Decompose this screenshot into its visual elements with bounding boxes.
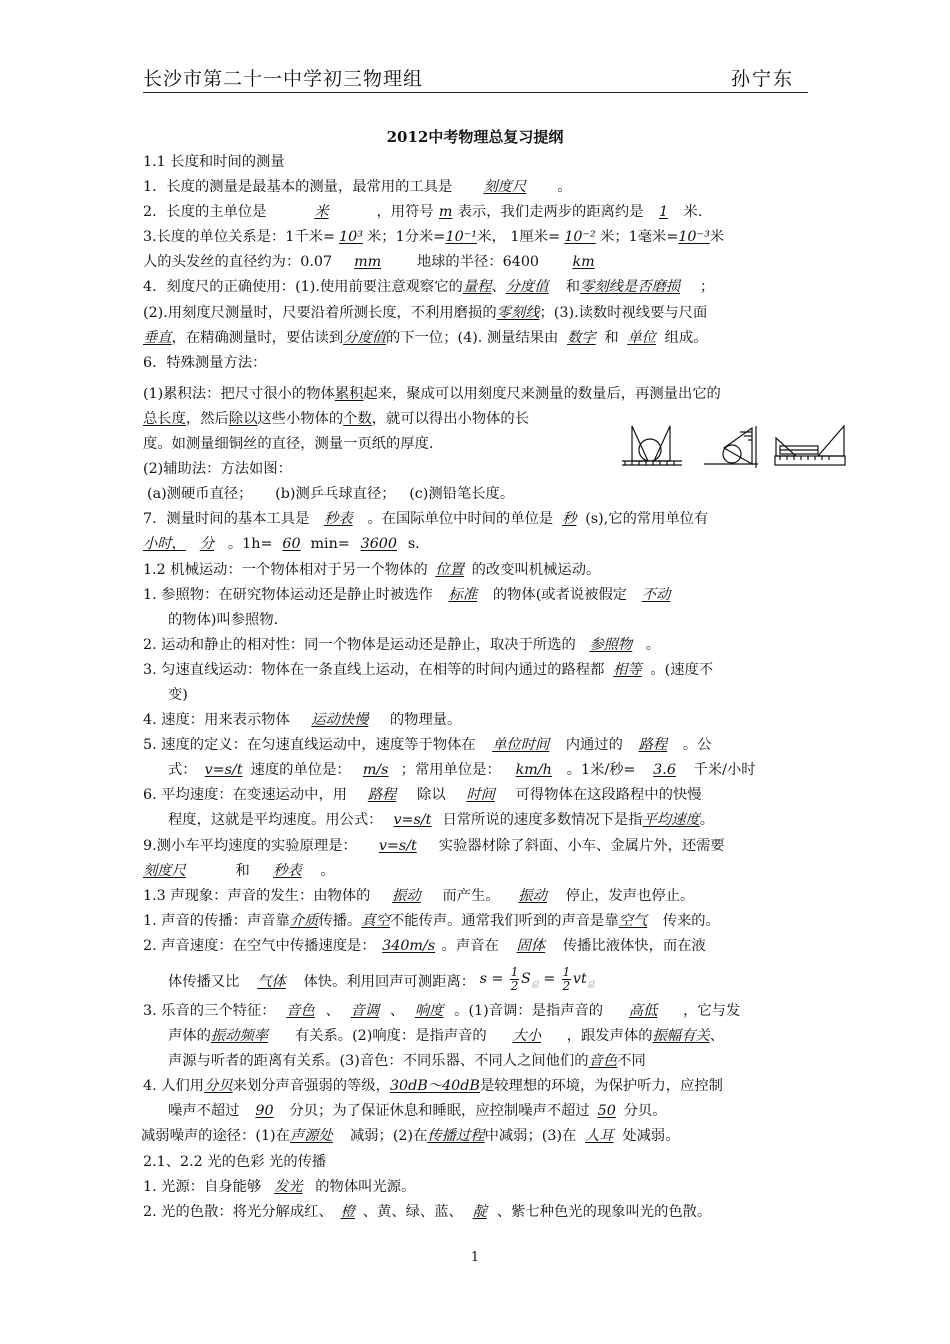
page-number: 1 xyxy=(470,1250,480,1265)
answer-blank: 零刻线是否磨损 xyxy=(580,279,681,296)
answer-blank: 340m/s xyxy=(382,937,436,954)
answer-blank: 分 xyxy=(199,536,215,553)
answer-blank: 人耳 xyxy=(585,1128,614,1145)
answer-blank: 10⁻³ xyxy=(678,229,710,246)
answer-blank: 累积 xyxy=(334,385,364,402)
text-line: 2. 运动和静止的相对性：同一个物体是运动还是静止，取决于所选的 参照物 。 xyxy=(143,633,813,658)
answer-blank: 3600 xyxy=(360,536,397,553)
answer-blank: 零刻线 xyxy=(496,304,540,321)
text-line: (2).用刻度尺测量时，尺要沿着所测长度，不利用磨损的零刻线；(3).读数时视线要与尺面 xyxy=(143,301,813,326)
answer-blank: v=s/t xyxy=(393,812,432,829)
answer-blank: 参照物 xyxy=(589,636,633,653)
answer-blank: m xyxy=(438,204,453,221)
answer-blank: 相等 xyxy=(613,661,642,678)
answer-blank: 气体 xyxy=(257,973,286,990)
answer-blank: 量程 xyxy=(462,279,492,296)
answer-blank: 橙 xyxy=(340,1203,355,1220)
text-line: 1. 参照物：在研究物体运动还是静止时被选作 标准 的物体(或者说被假定 不动 xyxy=(143,583,813,608)
answer-blank: 传播过程 xyxy=(427,1128,485,1145)
answer-blank: 数字 xyxy=(567,329,596,346)
text-line: 1．长度的测量是最基本的测量，最常用的工具是 刻度尺 。 xyxy=(143,175,813,200)
section-heading: 2.1、2.2 光的色彩 光的传播 xyxy=(143,1153,327,1170)
answer-blank: 空气 xyxy=(618,912,648,929)
text-line: 2．长度的主单位是 米 ，用符号 m 表示，我们走两步的距离约是 1 米. xyxy=(143,200,813,225)
answer-blank: 声源处 xyxy=(289,1128,333,1145)
text-line: 4．刻度尺的正确使用：(1).使用前要注意观察它的量程、分度值 和零刻线是否磨损 ； xyxy=(143,275,813,300)
text-line: 声体的振动频率 有关系。(2)响度：是指声音的 大小 ，跟发声体的振幅有关、 xyxy=(143,1024,813,1049)
answer-blank: km/h xyxy=(515,762,552,779)
answer-blank: 靛 xyxy=(472,1203,487,1220)
answer-blank: 不动 xyxy=(641,586,671,603)
text-line: 3. 乐音的三个特征： 音色 、 音调 、 响度 。(1)音调：是指声音的 高低 ，它与发 xyxy=(143,999,813,1024)
answer-blank: 1 xyxy=(658,204,669,221)
answer-blank: 高低 xyxy=(628,1003,658,1019)
answer-blank: 90 xyxy=(255,1103,274,1120)
answer-blank: 刻度尺 xyxy=(143,862,186,879)
answer-blank: 3.6 xyxy=(653,762,676,779)
answer-blank: 10⁻¹ xyxy=(445,229,477,246)
answer-blank: 秒 xyxy=(562,511,577,528)
answer-blank: 分度值 xyxy=(505,279,549,296)
text-line: 度。如测量细铜丝的直径，测量一页纸的厚度. xyxy=(143,436,434,453)
answer-blank: 真空 xyxy=(361,912,390,929)
answer-blank: km xyxy=(572,254,595,271)
text-line: 6. 平均速度：在变速运动中，用 路程 除以 时间 可得物体在这段路程中的快慢 xyxy=(143,783,813,808)
text-line: 式： v=s/t 速度的单位是： m/s ；常用单位是： km/h 。1米/秒= 3.6 千米/小时 xyxy=(143,758,813,783)
text-line: 变) xyxy=(168,686,188,703)
document-title: 2012中考物理总复习提纲 xyxy=(386,128,564,146)
answer-blank: 总长度 xyxy=(143,410,186,427)
answer-blank: 垂直 xyxy=(143,329,172,346)
answer-blank: 振动 xyxy=(518,887,547,904)
answer-blank: mm xyxy=(354,254,382,271)
answer-blank: 单位时间 xyxy=(492,737,550,754)
text-line: (a)测硬币直径； (b)测乒乓球直径； (c)测铅笔长度。 xyxy=(147,486,515,503)
answer-blank: v=s/t xyxy=(204,762,243,779)
answer-blank: 60 xyxy=(282,536,301,553)
answer-blank: 30dB～40dB xyxy=(389,1078,480,1095)
answer-blank: 振幅有关 xyxy=(652,1028,710,1045)
answer-blank: 小时 xyxy=(143,536,172,553)
text-line: 垂直，在精确测量时，要估读到分度值的下一位；(4). 测量结果由 数字 和 单位 组成。 xyxy=(143,326,813,351)
answer-blank: 分贝 xyxy=(204,1078,233,1095)
text-line: (1)累积法：把尺寸很小的物体累积起来，聚成可以用刻度尺来测量的数量后，再测量出它的 xyxy=(143,385,721,402)
text-line: 2. 声音速度：在空气中传播速度是： 340m/s 。声音在 固体 传播比液体快，而在液 xyxy=(143,934,813,959)
text-line: 噪声不超过 90 分贝；为了保证休息和睡眠，应控制噪声不超过 50 分贝。 xyxy=(143,1099,813,1124)
text-line: 6．特殊测量方法： xyxy=(143,354,267,371)
text-line: 5. 速度的定义：在匀速直线运动中，速度等于物体在 单位时间 内通过的 路程 。公 xyxy=(143,733,813,758)
text-line: 小时， 分 。1h= 60 min= 3600 s. xyxy=(143,532,813,557)
answer-blank: 大小 xyxy=(512,1028,542,1045)
answer-blank: 50 xyxy=(597,1103,616,1120)
school-name: 长沙市第二十一中学初三物理组 xyxy=(143,68,424,90)
text-line: (2)辅助法：方法如图： xyxy=(143,461,292,478)
answer-blank: 标准 xyxy=(448,586,478,603)
answer-blank: v=s/t xyxy=(378,837,417,854)
text-line: 人的头发丝的直径约为：0.07 mm 地球的半径：6400 km xyxy=(143,250,813,275)
answer-blank: 振动频率 xyxy=(210,1028,269,1045)
answer-blank: 10³ xyxy=(339,229,363,246)
section-heading: 1.1 长度和时间的测量 xyxy=(143,154,285,170)
answer-blank: m/s xyxy=(362,762,389,779)
coin-diameter-figure xyxy=(622,426,682,465)
text-line: 体传播又比 气体 体快。利用回声可测距离： s = $\frac{1}{2}$ $S_总$ = $\frac{1}{2}$ $vt_总$ xyxy=(143,959,813,999)
answer-blank: 秒表 xyxy=(273,862,302,879)
answer-blank: 秒表 xyxy=(324,511,353,528)
text-line: 7．测量时间的基本工具是 秒表 。在国际单位中时间的单位是 秒 (s),它的常用单位有 xyxy=(143,507,813,532)
answer-blank: 平均速度 xyxy=(642,812,700,829)
text-line: 声源与听者的距离有关系。(3)音色：不同乐器、不同人之间他们的音色不同 xyxy=(143,1049,813,1074)
ball-diameter-figure xyxy=(704,426,758,468)
answer-blank: 除以 xyxy=(228,410,258,427)
answer-blank: 位置 xyxy=(435,561,464,578)
answer-blank: 介质 xyxy=(289,912,319,929)
answer-blank: 发光 xyxy=(273,1178,303,1195)
text-line: 1.2 机械运动：一个物体相对于另一个物体的 位置 的改变叫机械运动。 xyxy=(143,558,813,583)
text-line: 4. 速度：用来表示物体 运动快慢 的物理量。 xyxy=(143,708,813,733)
answer-blank: 固体 xyxy=(516,937,546,954)
author-name: 孙宁东 xyxy=(730,68,794,90)
text-line: 1. 光源：自身能够 发光 的物体叫光源。 xyxy=(143,1175,813,1200)
answer-blank: 分度值 xyxy=(343,329,387,346)
text-line: 4. 人们用分贝来划分声音强弱的等级，30dB～40dB是较理想的环境，为保护听力，应控制 xyxy=(143,1074,813,1099)
text-line: 9.测小车平均速度的实验原理是： v=s/t 实验器材除了斜面、小车、金属片外，还需要 xyxy=(143,834,813,859)
text-line: 2. 光的色散：将光分解成红、 橙 、黄、绿、蓝、 靛 、紫七种色光的现象叫光的色散。 xyxy=(143,1200,813,1225)
answer-blank: 个数 xyxy=(343,410,372,427)
answer-blank: 单位 xyxy=(627,329,656,346)
document-body xyxy=(143,150,813,1225)
pencil-length-figure xyxy=(775,426,845,465)
answer-blank: 时间 xyxy=(466,787,495,804)
answer-blank: 路程 xyxy=(638,737,668,754)
text-line: 程度，这就是平均速度。用公式： v=s/t 日常所说的速度多数情况下是指平均速度。 xyxy=(143,808,813,833)
answer-blank: 音色 xyxy=(286,1003,315,1019)
measurement-method-figures xyxy=(620,418,850,473)
answer-blank: 10⁻² xyxy=(564,229,596,246)
answer-blank: 路程 xyxy=(367,787,397,804)
echo-distance-formula: s = $\frac{1}{2}$ $S_总$ = $\frac{1}{2}$ $vt_总$ xyxy=(479,964,595,993)
text-line: 1.3 声现象：声音的发生：由物体的 振动 而产生。 振动 停止，发声也停止。 xyxy=(143,884,813,909)
answer-blank: 响度 xyxy=(414,1003,444,1019)
text-line: 总长度，然后除以这些小物体的个数，就可以得出小物体的长 xyxy=(143,410,530,427)
answer-blank: 运动快慢 xyxy=(311,712,369,729)
answer-blank: 振动 xyxy=(392,887,421,904)
answer-blank: 音色 xyxy=(588,1053,618,1070)
text-line: 减弱噪声的途径：(1)在声源处 减弱；(2)在传播过程中减弱；(3)在 人耳 处减弱。 xyxy=(141,1124,813,1149)
answer-blank: 米 xyxy=(314,204,329,221)
text-line: 3. 匀速直线运动：物体在一条直线上运动，在相等的时间内通过的路程都 相等 。(速度不 xyxy=(143,658,813,683)
answer-blank: 音调 xyxy=(350,1003,380,1019)
text-line: 刻度尺 和 秒表 。 xyxy=(143,859,813,884)
text-line: 3.长度的单位关系是：1千米= 10³ 米；1分米=10⁻¹米， 1厘米= 10⁻² 米；1毫米=10⁻³米 xyxy=(143,225,813,250)
text-line: 1. 声音的传播：声音靠介质传播。真空不能传声。通常我们听到的声音是靠空气 传来的。 xyxy=(143,909,813,934)
answer-blank: 刻度尺 xyxy=(483,179,527,196)
page-header xyxy=(143,62,808,93)
text-line: 的物体)叫参照物. xyxy=(168,611,279,628)
